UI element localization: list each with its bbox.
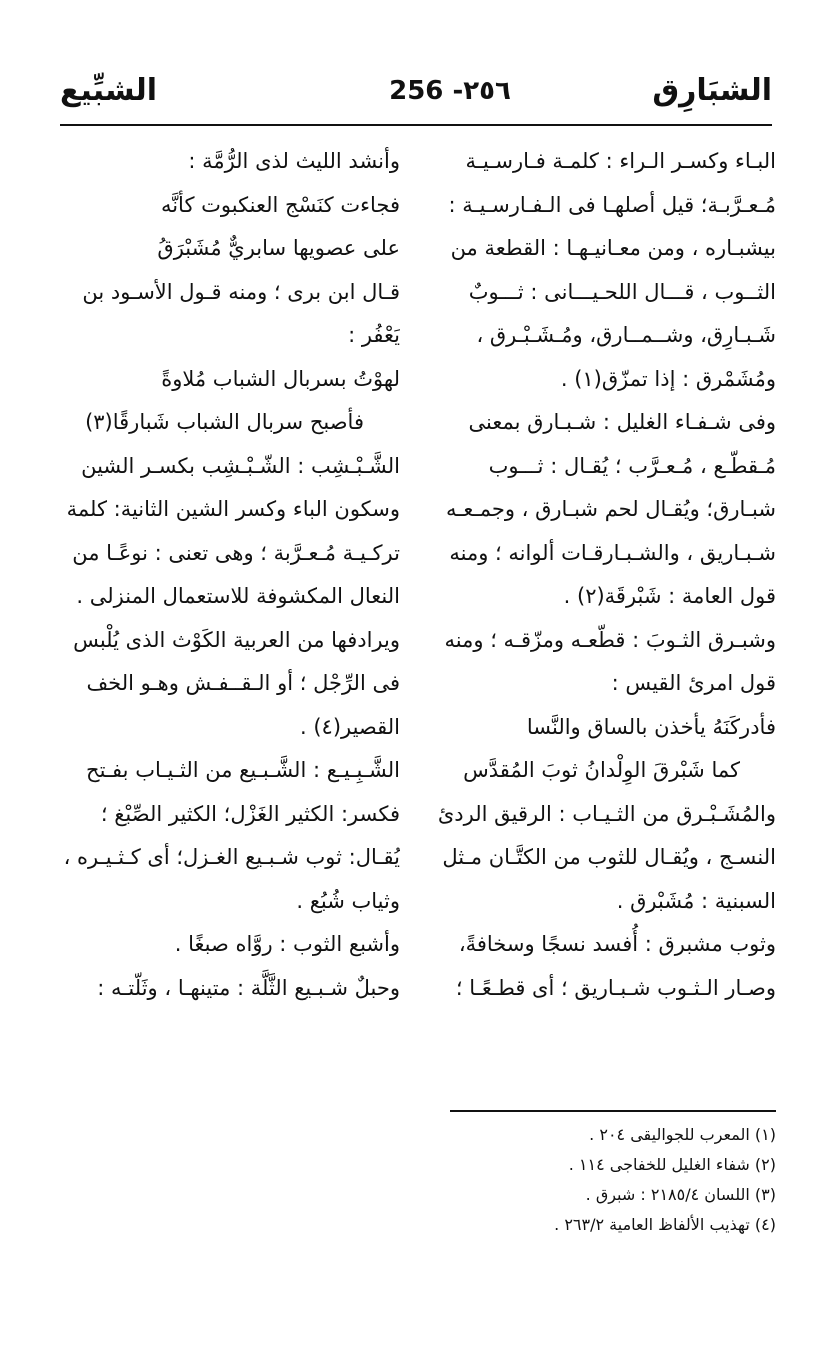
text-line: مُـعـرَّبـة؛ قيل أصلهـا فى الـفـارسـيـة : <box>448 192 776 217</box>
text-line: فى الرِّجْل ؛ أو الـقــفـش وهـو الخف <box>86 671 400 695</box>
text-line: شبـارق؛ ويُقـال لحم شبـارق ، وجمـعـه <box>446 497 776 521</box>
text-line: قول امرئ القيس : <box>611 671 776 695</box>
poem-line: لهوْتُ بسربال الشباب مُلاوةً <box>161 366 400 391</box>
text-line: البـاء وكسـر الـراء : كلمـة فـارسـيـة <box>465 149 776 173</box>
text-line: وفى شـفـاء الغليل : شـبـارق بمعنى <box>468 410 776 434</box>
text-line: وأنشد الليث لذى الرُّمَّة : <box>188 149 400 173</box>
page-header <box>60 68 772 118</box>
text-line: ويرادفها من العربية الكَوْث الذى يُلْبس <box>73 627 400 652</box>
poem-line: فجاءت كنَسْج العنكبوت كأنَّه <box>160 192 400 217</box>
poem-line: على عصويها سابريٌّ مُشَبْرَقُ <box>157 236 400 260</box>
footnote: (٣) اللسان ٢١٨٥/٤ : شبرق . <box>585 1185 776 1204</box>
right-column <box>436 140 776 1010</box>
text-line: تركـيـة مُـعـرَّبة ؛ وهى تعنى : نوعًـا من <box>72 540 400 565</box>
footnote: (٢) شفاء الغليل للخفاجى ١١٤ . <box>568 1155 776 1174</box>
text-line: وأشبع الثوب : روَّاه صبغًا . <box>174 932 400 956</box>
poem-line: كما شَبْرقَ الوِلْدانُ ثوبَ المُقدَّس <box>463 758 740 782</box>
header-entry-first: الشبَارِق <box>652 73 772 108</box>
text-line: القصير(٤) . <box>299 714 400 739</box>
entry-headword-line: الشَّـبِـيـع : الشَّـبـيع من الثـيـاب بفـتح <box>86 758 400 782</box>
text-line: شـبـاريق ، والشـبـارقـات ألوانه ؛ ومنه <box>449 540 776 565</box>
header-rule <box>60 124 772 126</box>
left-column <box>60 140 400 1010</box>
text-line: وثياب شُبُع . <box>296 888 400 913</box>
text-line: والمُشَـبْـرق من الثـيـاب : الرقيق الردئ <box>437 801 776 826</box>
text-line: مُـقطّـع ، مُـعـرَّب ؛ يُقـال : ثـــوب <box>488 453 776 478</box>
poem-line: فأدركَنَهُ يأخذن بالساق والنَّسا <box>526 714 776 739</box>
text-line: قـال ابن برى ؛ ومنه قـول الأسـود بن <box>82 279 400 304</box>
poem-line: فأصبح سربال الشباب شَبارقًا(٣) <box>85 410 364 434</box>
text-line: ومُشَمْرق : إذا تمزّق(١) . <box>560 366 776 391</box>
text-line: النسـج ، ويُقـال للثوب من الكتَّـان مـثل <box>442 845 776 869</box>
footnote: (١) المعرب للجواليقى ٢٠٤ . <box>589 1125 776 1144</box>
text-line: وصـار الـثـوب شـبـاريق ؛ أى قطـعًـا ؛ <box>455 975 776 1000</box>
text-line: وحبلٌ شـبـيع الثَّلَّة : متينهـا ، وثَلّتـه : <box>97 975 400 1000</box>
text-line: فكسر: الكثير الغَزْل؛ الكثير الصِّبْغ ؛ <box>100 801 400 826</box>
text-line: يَعْفُر : <box>348 323 400 347</box>
text-line: شَـبـارِق، وشــمــارق، ومُـشَـبْـرق ، <box>476 323 776 347</box>
page-number: 256 -٢٥٦ <box>389 76 511 106</box>
header-entry-last: الشبِّيع <box>60 73 158 108</box>
text-line: وشبـرق الثـوبَ : قطّعـه ومزّقـه ؛ ومنه <box>444 627 776 652</box>
entry-headword-line: الشَّـبْـشِب : الشّـبْـشِب بكسـر الشين <box>81 453 400 478</box>
footnotes <box>276 1120 776 1240</box>
text-line: السبنية : مُشَبْرق . <box>616 888 776 913</box>
text-line: وسكون الباء وكسر الشين الثانية: كلمة <box>66 497 400 521</box>
footnote-rule <box>450 1110 776 1112</box>
text-line: الثــوب ، قـــال اللحـيـــانى : ثـــوبٌ <box>468 279 776 304</box>
text-line: يُقـال: ثوب شـبـيع الغـزل؛ أى كـثـيـره ، <box>63 845 400 869</box>
text-line: النعال المكشوفة للاستعمال المنزلى . <box>76 584 400 608</box>
text-line: وثوب مشبرق : أُفسد نسجًا وسخافةً، <box>458 932 776 956</box>
text-line: بيشبـاره ، ومن معـانيـهـا : القطعة من <box>450 236 776 260</box>
footnote: (٤) تهذيب الألفاظ العامية ٢٦٣/٢ . <box>554 1215 776 1234</box>
text-line: قول العامة : شَبْرقَة(٢) . <box>563 584 776 608</box>
